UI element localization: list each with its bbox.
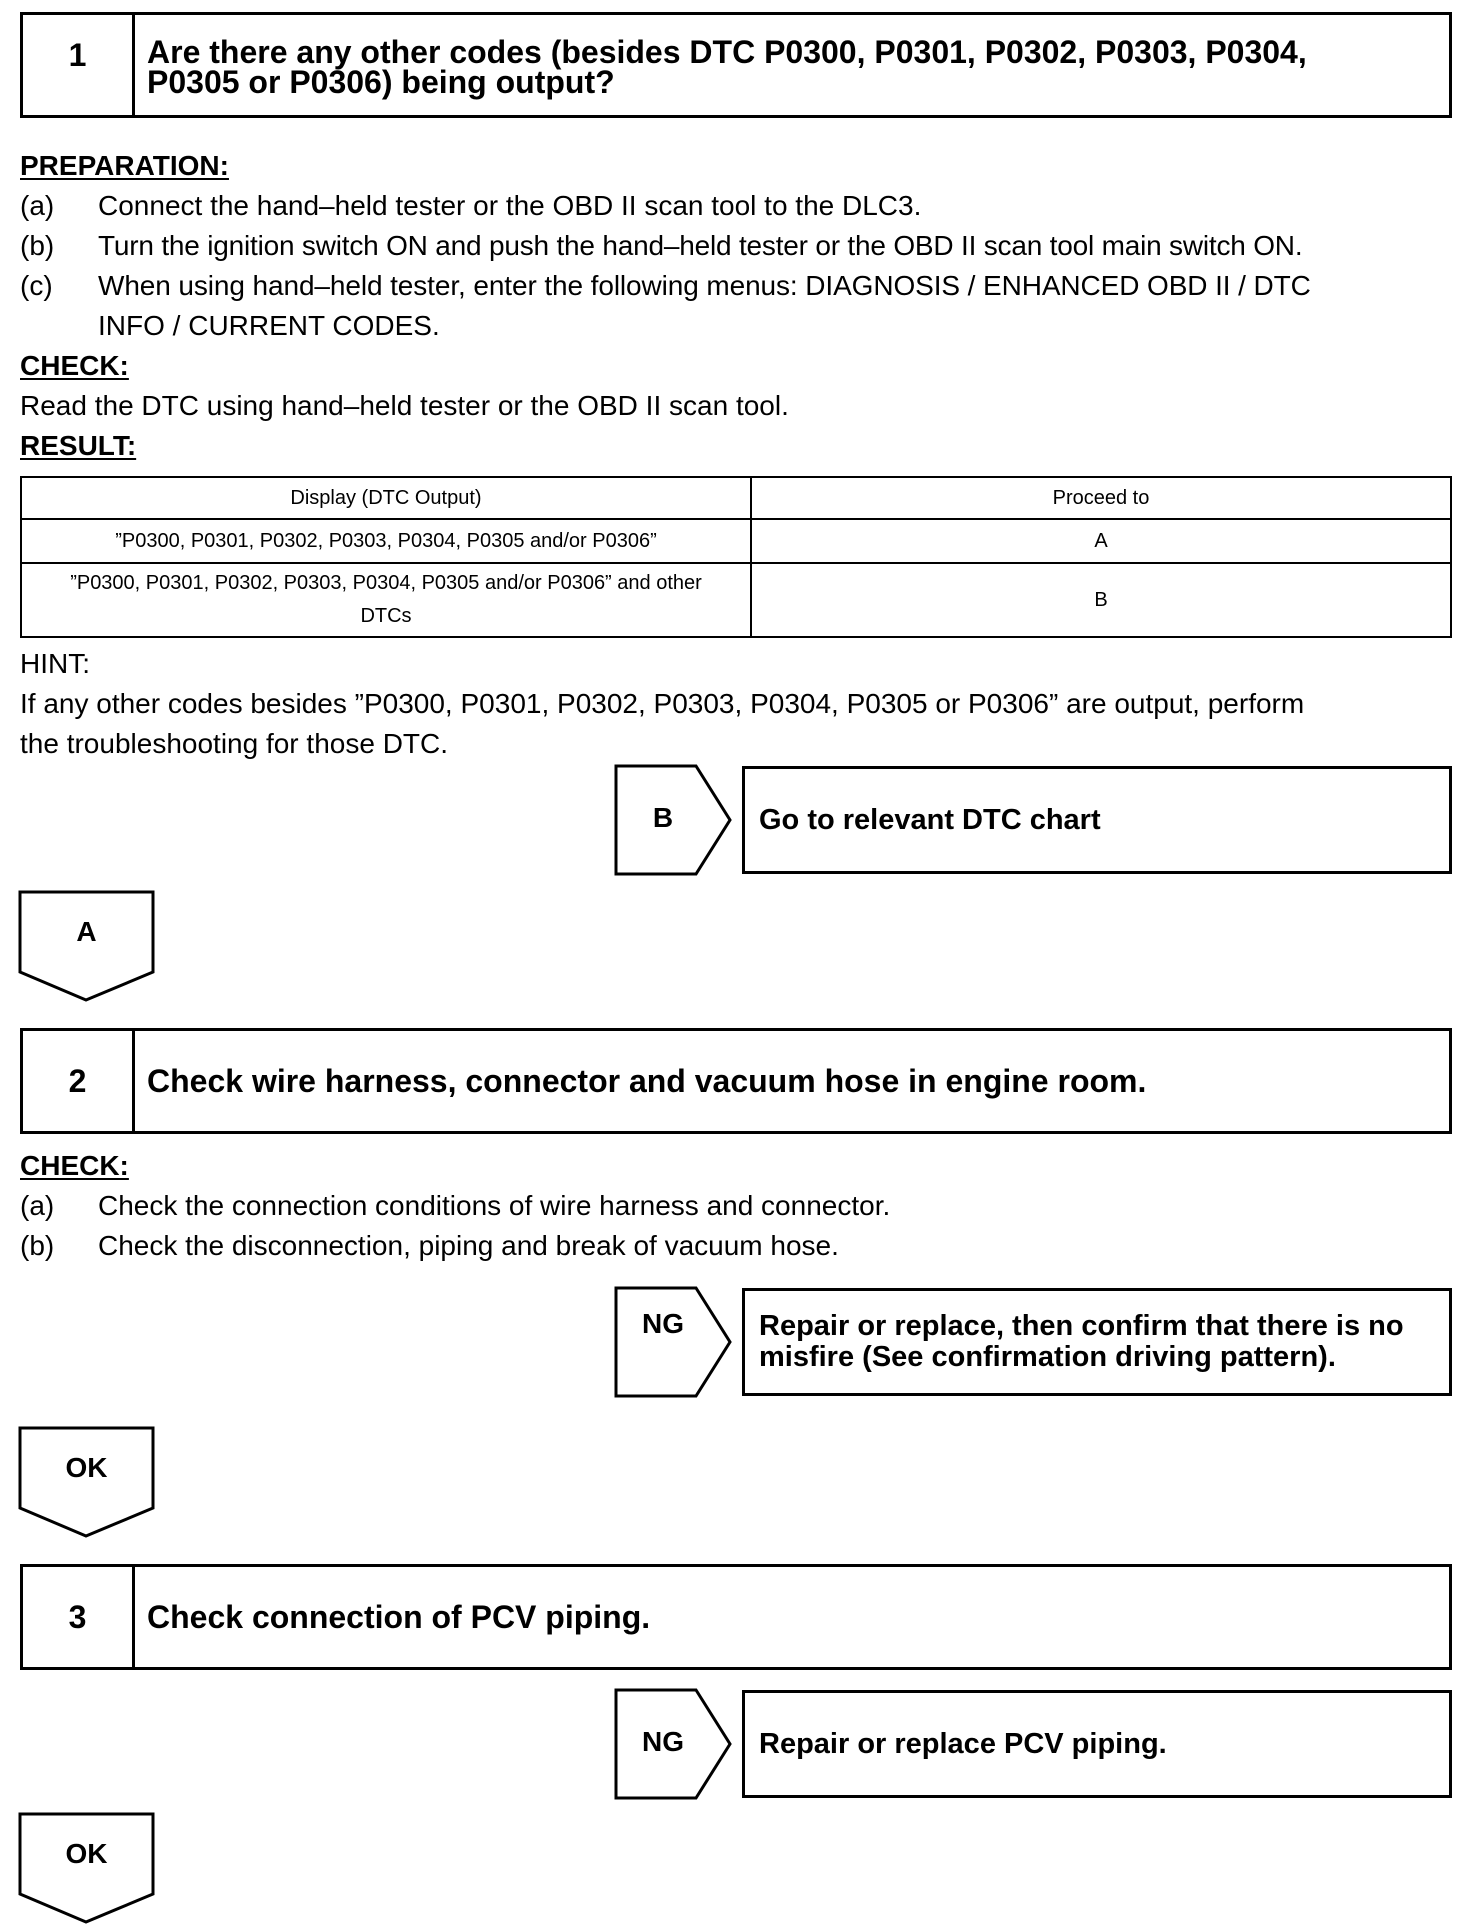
step-title xyxy=(135,1031,1449,1131)
flow-arrow-label: OK xyxy=(65,1838,108,1869)
step-title-line: Are there any other codes (besides DTC P0300, P0301, P0302, P0303, P0304, xyxy=(147,34,1307,70)
step-1-box xyxy=(20,12,1452,118)
table-cell: B xyxy=(751,563,1451,637)
branch-result-text: Repair or replace PCV piping. xyxy=(759,1727,1167,1760)
branch-result-text: misfire (See confirmation driving pattern). xyxy=(759,1341,1336,1373)
item-label: (b) xyxy=(20,230,55,261)
item-text: When using hand–held tester, enter the following menus: DIAGNOSIS / ENHANCED OBD II / DTC xyxy=(98,270,1311,301)
step-title-line: Check wire harness, connector and vacuum hose in engine room. xyxy=(147,1063,1147,1099)
table-cell: ”P0300, P0301, P0302, P0303, P0304, P0305 and/or P0306” xyxy=(21,519,751,563)
step-number: 1 xyxy=(23,15,135,115)
check-text: Read the DTC using hand–held tester or the OBD II scan tool. xyxy=(20,390,789,421)
table-row xyxy=(21,519,1451,563)
item-text-continued: INFO / CURRENT CODES. xyxy=(98,310,440,341)
branch-label: NG xyxy=(642,1726,684,1757)
branch-result-box xyxy=(742,1690,1452,1798)
item-label: (a) xyxy=(20,190,55,221)
item-label: (a) xyxy=(20,1190,55,1221)
cell-line: DTCs xyxy=(360,605,412,627)
item-text: Connect the hand–held tester or the OBD II scan tool to the DLC3. xyxy=(98,190,922,221)
step-title-line: P0305 or P0306) being output? xyxy=(147,64,615,100)
branch-result-text: Repair or replace, then confirm that there is no xyxy=(759,1310,1404,1342)
table-cell: A xyxy=(751,519,1451,563)
table-header: Display (DTC Output) xyxy=(21,477,751,519)
branch-arrow-right xyxy=(614,1286,732,1398)
table-cell xyxy=(21,563,751,637)
table-header-row xyxy=(21,477,1451,519)
branch-result-box xyxy=(742,766,1452,874)
branch-result-box xyxy=(742,1288,1452,1396)
item-text: Turn the ignition switch ON and push the hand–held tester or the OBD II scan tool main switch ON. xyxy=(98,230,1303,261)
check-heading: CHECK: xyxy=(20,350,129,381)
table-header: Proceed to xyxy=(751,477,1451,519)
result-heading: RESULT: xyxy=(20,430,137,461)
check-heading: CHECK: xyxy=(20,1150,129,1181)
step-title xyxy=(135,1567,1449,1667)
hint-label: HINT: xyxy=(20,648,90,679)
step-number: 2 xyxy=(23,1031,135,1131)
branch-label: NG xyxy=(642,1308,684,1339)
step-number: 3 xyxy=(23,1567,135,1667)
cell-line: ”P0300, P0301, P0302, P0303, P0304, P0305 and/or P0306” and other xyxy=(70,572,702,594)
item-text: Check the disconnection, piping and break of vacuum hose. xyxy=(98,1230,839,1261)
item-text: Check the connection conditions of wire harness and connector. xyxy=(98,1190,891,1221)
result-table xyxy=(20,476,1452,638)
flow-arrow-label: A xyxy=(76,916,97,947)
item-label: (b) xyxy=(20,1230,55,1261)
branch-label: B xyxy=(652,802,674,833)
item-label: (c) xyxy=(20,270,53,301)
step-title-line: Check connection of PCV piping. xyxy=(147,1599,651,1635)
step-3-box xyxy=(20,1564,1452,1670)
hint-text: the troubleshooting for those DTC. xyxy=(20,728,449,759)
flow-arrow-label: OK xyxy=(65,1452,108,1483)
step-title xyxy=(135,15,1449,115)
branch-result-text: Go to relevant DTC chart xyxy=(759,803,1101,836)
hint-text: If any other codes besides ”P0300, P0301, P0302, P0303, P0304, P0305 or P0306” are output, perform xyxy=(20,688,1305,719)
step-2-box xyxy=(20,1028,1452,1134)
preparation-heading: PREPARATION: xyxy=(20,150,229,181)
table-row xyxy=(21,563,1451,637)
